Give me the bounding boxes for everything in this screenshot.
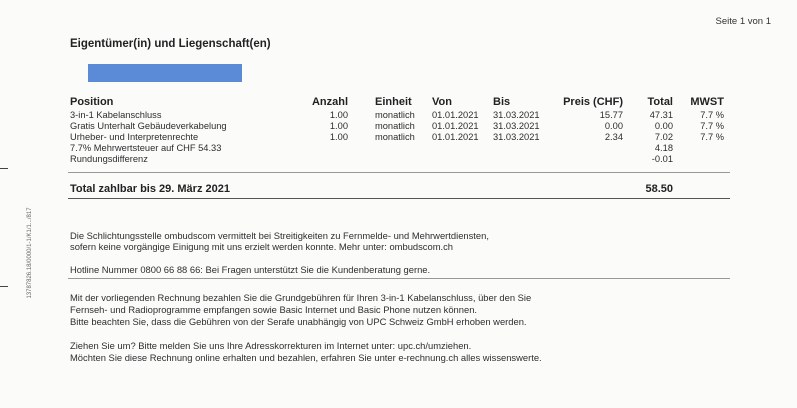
col-header-position: Position xyxy=(70,96,114,108)
row-2-von: 01.01.2021 xyxy=(432,121,479,131)
row-1-einheit: monatlich xyxy=(375,110,415,120)
table-divider xyxy=(68,172,730,173)
row-1-anzahl: 1.00 xyxy=(329,110,348,120)
col-header-von: Von xyxy=(432,96,452,108)
info-line-3: Bitte beachten Sie, dass die Gebühren von der Serafe unabhängig von UPC Schweiz GmbH erhoben werden. xyxy=(70,316,527,327)
rounding-row-label: Rundungsdifferenz xyxy=(70,154,148,164)
row-1-position: 3-in-1 Kabelanschluss xyxy=(70,110,162,120)
redacted-address-block xyxy=(88,64,242,82)
row-3-mwst: 7.7 % xyxy=(700,132,724,142)
row-2-bis: 31.03.2021 xyxy=(493,121,540,131)
row-2-einheit: monatlich xyxy=(375,121,415,131)
row-2-position: Gratis Unterhalt Gebäudeverkabelung xyxy=(70,121,227,131)
move-line-1: Ziehen Sie um? Bitte melden Sie uns Ihre Adresskorrekturen im Internet unter: upc.ch/umziehen. xyxy=(70,340,472,351)
col-header-mwst: MWST xyxy=(690,96,724,108)
total-label: Total zahlbar bis 29. März 2021 xyxy=(70,183,230,195)
col-header-anzahl: Anzahl xyxy=(311,96,348,108)
margin-mark xyxy=(0,168,8,169)
ombudscom-line-2: sofern keine vorgängige Einigung mit uns erzielt werden konnte. Mehr unter: ombudscom.ch xyxy=(70,241,454,252)
info-line-1: Mit der vorliegenden Rechnung bezahlen Sie die Grundgebühren für Ihren 3-in-1 Kabelanschluss, über den Sie xyxy=(70,292,532,303)
side-reference-code: 13787826.18/0000/1-1/K1/1.../817 xyxy=(27,207,33,299)
row-3-bis: 31.03.2021 xyxy=(493,132,540,142)
total-divider xyxy=(68,198,730,199)
tax-row-label: 7.7% Mehrwertsteuer auf CHF 54.33 xyxy=(70,143,222,153)
hotline-text: Hotline Nummer 0800 66 88 66: Bei Fragen unterstützt Sie die Kundenberatung gerne. xyxy=(70,264,431,275)
hotline-underline xyxy=(68,278,730,279)
row-1-von: 01.01.2021 xyxy=(432,110,479,120)
row-3-anzahl: 1.00 xyxy=(329,132,348,142)
row-3-preis: 2.34 xyxy=(604,132,623,142)
ombudscom-line-1: Die Schlichtungsstelle ombudscom vermittelt bei Streitigkeiten zu Fernmelde- und Mehrwertdiensten, xyxy=(70,230,489,241)
row-1-mwst: 7.7 % xyxy=(700,110,724,120)
row-3-position: Urheber- und Interpretenrechte xyxy=(70,132,199,142)
col-header-preis: Preis (CHF) xyxy=(563,96,623,108)
info-line-2: Fernseh- und Radioprogramme empfangen sowie Basic Internet und Basic Phone nutzen können. xyxy=(70,304,478,315)
row-1-bis: 31.03.2021 xyxy=(493,110,540,120)
total-amount: 58.50 xyxy=(645,183,673,195)
margin-mark xyxy=(0,286,8,287)
row-3-von: 01.01.2021 xyxy=(432,132,479,142)
row-3-einheit: monatlich xyxy=(375,132,415,142)
col-header-bis: Bis xyxy=(493,96,511,108)
move-line-2: Möchten Sie diese Rechnung online erhalten und bezahlen, erfahren Sie unter e-rechnung.ch alles wissenswerte. xyxy=(70,352,542,363)
page-number: Seite 1 von 1 xyxy=(715,16,771,27)
row-2-mwst: 7.7 % xyxy=(700,121,724,131)
rounding-row-total: -0.01 xyxy=(651,154,673,164)
row-2-preis: 0.00 xyxy=(604,121,623,131)
row-1-total: 47.31 xyxy=(649,110,673,120)
row-1-preis: 15.77 xyxy=(599,110,623,120)
col-header-einheit: Einheit xyxy=(375,96,412,108)
row-2-anzahl: 1.00 xyxy=(329,121,348,131)
tax-row-total: 4.18 xyxy=(654,143,673,153)
col-header-total: Total xyxy=(647,96,673,108)
section-title: Eigentümer(in) und Liegenschaft(en) xyxy=(70,38,271,50)
row-3-total: 7.02 xyxy=(654,132,673,142)
row-2-total: 0.00 xyxy=(654,121,673,131)
